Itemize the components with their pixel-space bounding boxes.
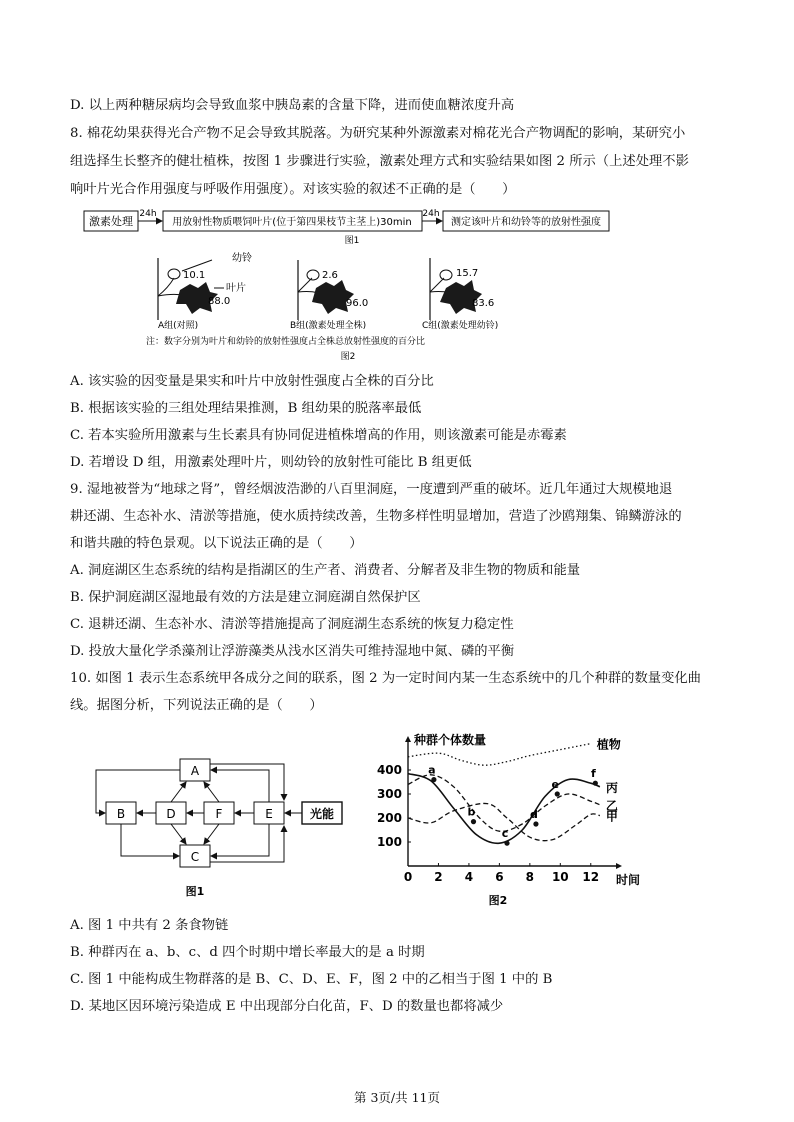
arrow-e-a (211, 770, 269, 802)
q10-figure-1-caption: 图1 (185, 885, 205, 898)
point-label-e: e (551, 778, 559, 791)
point-label-b: b (467, 805, 476, 819)
q8-option-d: D. 若增设 D 组，用激素处理叶片，则幼铃的放射性可能比 B 组更低 (70, 455, 472, 470)
q8-stem-line-2: 组选择生长整齐的健壮植株，按图 1 步骤进行实验，激素处理方式和实验结果如图 2 所示（上述处理不影 (70, 154, 689, 169)
x-tick-label: 2 (434, 870, 443, 884)
q9-stem-line-1: 9. 湿地被誉为“地球之肾”，曾经烟波浩渺的八百里洞庭，一度遭到严重的破坏。近几年通过大规模地退 (70, 482, 673, 497)
q10-stem-line-1: 10. 如图 1 表示生态系统甲各成分之间的联系，图 2 为一定时间内某一生态系统中的几个种群的数量变化曲 (70, 671, 701, 686)
boll-icon (307, 270, 319, 280)
arrow-d-c (171, 824, 186, 844)
series-label-0: 植物 (596, 737, 621, 752)
x-axis-arrow (616, 863, 622, 869)
q10-option-c: C. 图 1 中能构成生物群落的是 B、C、D、E、F，图 2 中的乙相当于图 1 中的 B (70, 972, 553, 987)
x-tick-label: 0 (403, 870, 413, 884)
q8-figure-2-caption: 图2 (340, 352, 356, 362)
chart-ylabel: 种群个体数量 (414, 733, 487, 747)
node-b-label: B (116, 807, 126, 821)
arrow-d-a (171, 782, 186, 802)
series-label-1: 丙 (605, 780, 618, 795)
q9-option-d: D. 投放大量化学杀藻剂让浮游藻类从浅水区消失可维持湿地中氮、磷的平衡 (70, 644, 515, 659)
point-e (555, 791, 560, 796)
node-e-label: E (265, 807, 273, 821)
q7-option-d: D. 以上两种糖尿病均会导致血浆中胰岛素的含量下降，进而使血糖浓度升高 (70, 98, 515, 113)
arrow-c-e (210, 826, 284, 862)
boll-label: 幼铃 (232, 253, 252, 264)
q9-option-c: C. 退耕还湖、生态补水、清淤等措施提高了洞庭湖生态系统的恢复力稳定性 (70, 617, 514, 632)
node-c-label: C (190, 850, 200, 864)
arrow-f-c (204, 824, 219, 844)
arrow-f-a (204, 782, 219, 802)
q9-option-b: B. 保护洞庭湖区湿地最有效的方法是建立洞庭湖自然保护区 (70, 590, 421, 605)
q8-option-a: A. 该实验的因变量是果实和叶片中放射性强度占全株的百分比 (70, 374, 434, 389)
x-tick-label: 8 (525, 870, 535, 884)
point-label-a: a (428, 763, 436, 777)
group-b-boll-value: 2.6 (322, 270, 338, 281)
flow-arrow-2-label: 24h (422, 209, 440, 219)
x-tick-label: 10 (551, 870, 569, 884)
q10-option-d: D. 某地区因环境污染造成 E 中出现部分白化苗，F、D 的数量也都将减少 (70, 999, 504, 1014)
group-c-name: C组(激素处理幼铃) (422, 321, 499, 331)
flow-box-hormone-label: 激素处理 (89, 215, 133, 228)
y-tick-label: 400 (376, 763, 402, 777)
q8-stem-line-3: 响叶片光合作用强度与呼吸作用强度）。对该实验的叙述不正确的是（ ） (70, 182, 516, 197)
q10-option-b: B. 种群丙在 a、b、c、d 四个时期中增长率最大的是 a 时期 (70, 945, 425, 960)
point-c (504, 841, 509, 846)
q9-stem-line-2: 耕还湖、生态补水、清淤等措施，使水质持续改善，生物多样性明显增加，营造了沙鸥翔集、锦鳞游泳的 (70, 509, 682, 524)
y-tick-label: 100 (376, 835, 402, 849)
q8-stem-line-1: 8. 棉花幼果获得光合产物不足会导致其脱落。为研究某种外源激素对棉花光合产物调配的影响，某研究小 (70, 126, 686, 141)
plant-group-a (158, 251, 252, 331)
group-a-boll-value: 10.1 (183, 270, 206, 281)
group-b-name: B组(激素处理全株) (290, 321, 367, 331)
q8-figure-2 (140, 248, 660, 366)
q8-figure-2-note: 注：数字分别为叶片和幼铃的放射性强度占全株总放射性强度的百分比 (146, 337, 426, 347)
point-a (431, 777, 436, 782)
q10-stem-line-2: 线。据图分析，下列说法正确的是（ ） (70, 698, 323, 713)
leaf-label: 叶片 (226, 283, 246, 294)
arrow-a-e (210, 764, 284, 800)
y-tick-label: 300 (376, 787, 402, 801)
q8-figure-1 (76, 206, 616, 248)
point-f (593, 781, 598, 786)
light-label: 光能 (309, 807, 335, 821)
node-d-label: D (166, 807, 176, 821)
point-label-f: f (590, 767, 596, 781)
boll-icon (168, 269, 180, 279)
chart-xlabel: 时间 (616, 873, 640, 887)
group-b-leaf-value: 96.0 (346, 298, 369, 309)
point-d (533, 821, 538, 826)
q9-stem-line-3: 和谐共融的特色景观。以下说法正确的是（ ） (70, 536, 363, 551)
q8-figure-1-caption: 图1 (344, 236, 360, 246)
group-c-leaf-value: 83.6 (472, 298, 495, 309)
group-a-leaf-value: 88.0 (208, 296, 231, 307)
series-label-2: 乙 (605, 798, 618, 813)
flow-arrow-1-label: 24h (139, 209, 157, 219)
group-a-name: A组(对照) (158, 321, 199, 331)
q10-option-a: A. 图 1 中共有 2 条食物链 (70, 918, 229, 933)
x-tick-label: 6 (495, 870, 504, 884)
q8-option-c: C. 若本实验所用激素与生长素具有协同促进植株增高的作用，则该激素可能是赤霉素 (70, 428, 567, 443)
point-label-c: c (501, 827, 509, 841)
flow-box-feed-label: 用放射性物质喂饲叶片(位于第四果枝节主茎上)30min (172, 217, 412, 228)
x-tick-label: 12 (582, 870, 600, 884)
point-label-d: d (530, 808, 538, 821)
q8-option-b: B. 根据该实验的三组处理结果推测，B 组幼果的脱落率最低 (70, 401, 422, 416)
q10-figure-1 (90, 750, 360, 910)
flow-box-measure-label: 测定该叶片和幼铃等的放射性强度 (451, 217, 601, 228)
x-tick-label: 4 (464, 870, 474, 884)
node-f-label: F (215, 807, 223, 821)
y-tick-label: 200 (376, 811, 402, 825)
boll-icon (440, 270, 452, 280)
y-axis-arrow (405, 736, 411, 742)
plant-group-b (290, 260, 368, 331)
series-label-3: 甲 (605, 809, 618, 824)
plant-group-c (422, 258, 498, 331)
point-b (471, 819, 476, 824)
group-c-boll-value: 15.7 (456, 268, 479, 279)
q10-figure-2 (370, 724, 640, 910)
node-a-label: A (190, 764, 200, 778)
q10-figure-2-caption: 图2 (488, 894, 508, 907)
arrow-e-c (211, 824, 269, 856)
page-number: 第 3页/共 11页 (353, 1090, 441, 1105)
series-line-2 (408, 775, 600, 832)
q9-option-a: A. 洞庭湖区生态系统的结构是指湖区的生产者、消费者、分解者及非生物的物质和能量 (70, 563, 581, 578)
arrow-b-c (121, 824, 179, 856)
